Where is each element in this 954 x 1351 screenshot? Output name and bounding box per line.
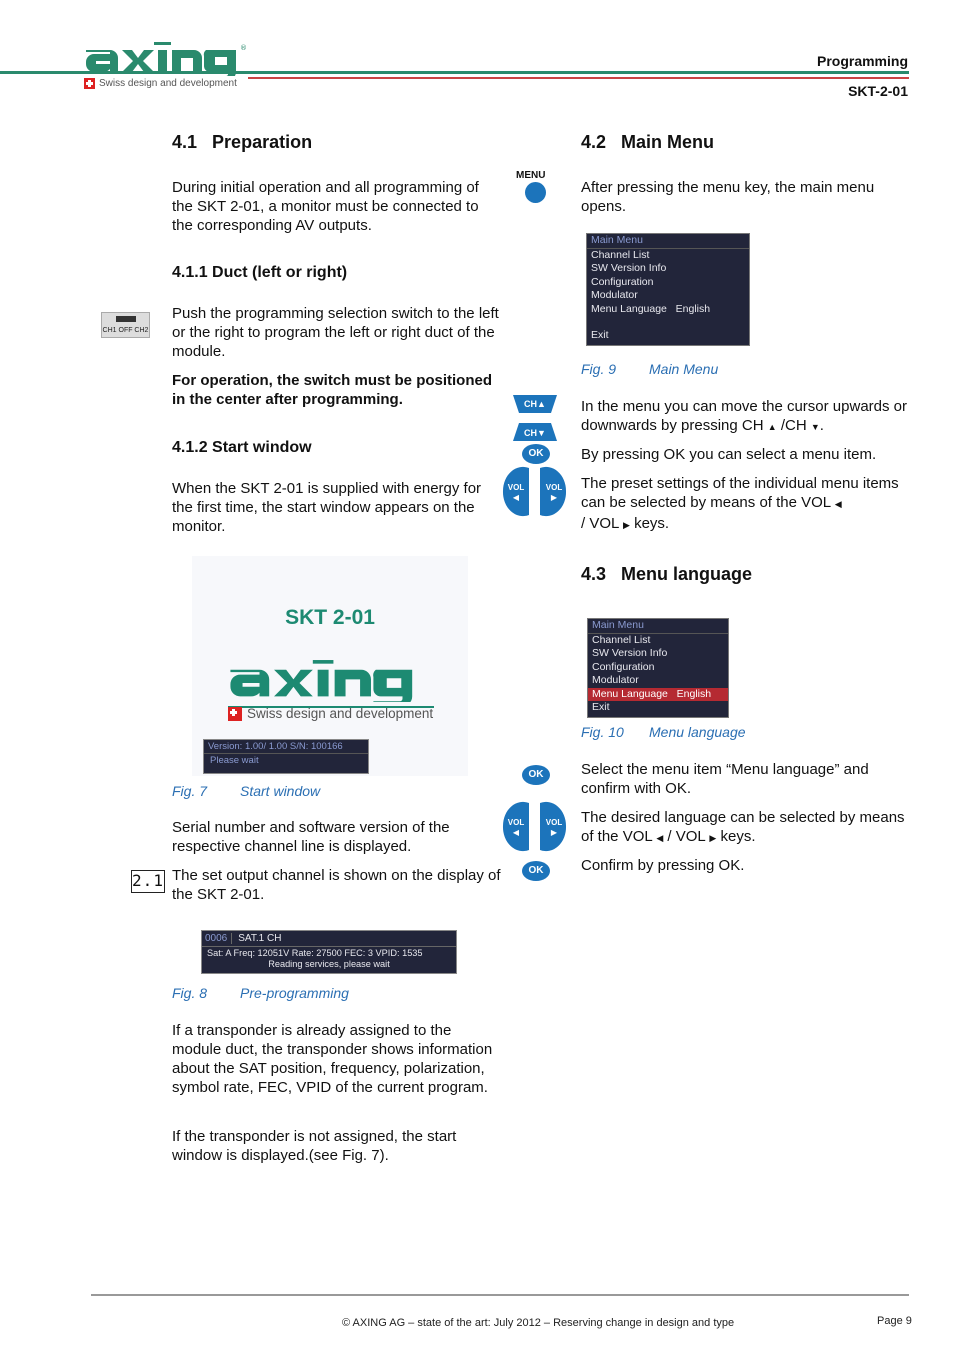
fig9-caption bbox=[581, 361, 718, 377]
vol-right-arrow-icon: ▶ bbox=[550, 493, 558, 502]
duct-switch-image bbox=[101, 312, 150, 338]
switch-slider-icon bbox=[116, 316, 136, 322]
prog-status: Reading services, please wait bbox=[268, 959, 390, 969]
vol-left-label: VOL bbox=[507, 818, 525, 827]
heading-4-1-2: 4.1.2 Start window bbox=[172, 439, 312, 456]
heading-number: 4.2 bbox=[581, 132, 607, 152]
svg-text:®: ® bbox=[240, 44, 247, 52]
heading-4-3 bbox=[581, 564, 752, 585]
start-window-status-box bbox=[203, 739, 369, 774]
menu-item: SW Version Info bbox=[592, 647, 668, 659]
footer-copyright: © AXING AG – state of the art: July 2012 – Reserving change in design and type bbox=[342, 1317, 735, 1329]
menu-key-icon bbox=[525, 182, 546, 203]
fig7-caption bbox=[172, 783, 320, 799]
para-cursor-text-3: . bbox=[819, 417, 824, 434]
vol-left-arrow-icon: ◀ bbox=[656, 833, 664, 843]
vol-keys-icon bbox=[501, 466, 568, 517]
para-duct-note: For operation, the switch must be positioned in the center after programming. bbox=[172, 372, 493, 408]
para-preset-text-2: / VOL bbox=[581, 515, 619, 532]
menu-language-value: English bbox=[676, 687, 712, 700]
ch-down-label: CH▼ bbox=[524, 428, 546, 438]
start-window-title: SKT 2-01 bbox=[285, 606, 375, 629]
ch-up-arrow-icon: ▲ bbox=[767, 422, 777, 432]
menu-item: Configuration bbox=[592, 660, 655, 673]
para-choose-text-1: The desired language can be selected by means of the VOL bbox=[581, 809, 905, 845]
para-start-window: When the SKT 2-01 is supplied with energy for the first time, the start window appears on the monitor. bbox=[172, 480, 482, 535]
vol-right-label: VOL bbox=[545, 483, 563, 492]
vol-left-arrow-icon: ◀ bbox=[512, 493, 520, 502]
para-preparation: During initial operation and all programming of the SKT 2-01, a monitor must be connected to the corresponding AV outputs. bbox=[172, 179, 479, 234]
menu-item: SW Version Info bbox=[591, 262, 667, 274]
start-window-logo bbox=[228, 652, 434, 702]
fig10-caption bbox=[581, 724, 746, 740]
header-model: SKT-2-01 bbox=[848, 83, 908, 99]
menu-language-value: English bbox=[675, 302, 711, 315]
menu-item: Channel List bbox=[591, 248, 650, 261]
menu-title: Main Menu bbox=[588, 619, 728, 634]
fig8-number: Fig. 8 bbox=[172, 985, 208, 1001]
para-select-language: Select the menu item “Menu language” and confirm with OK. bbox=[581, 761, 869, 797]
header-section: Programming bbox=[816, 53, 908, 69]
para-serial: Serial number and software version of the respective channel line is displayed. bbox=[172, 819, 450, 855]
pre-programming-screen bbox=[201, 930, 457, 974]
menu-language-screen bbox=[587, 618, 729, 718]
para-output-channel: The set output channel is shown on the display of the SKT 2-01. bbox=[172, 867, 501, 903]
header-tagline bbox=[84, 78, 237, 89]
vol-right-label: VOL bbox=[545, 818, 563, 827]
fig7-label: Start window bbox=[240, 783, 321, 799]
tagline-text: Swiss design and development bbox=[99, 78, 237, 89]
axing-logo bbox=[84, 36, 254, 76]
header-rule-red bbox=[248, 77, 909, 79]
menu-item: Modulator bbox=[592, 674, 639, 686]
start-window-tagline-text: Swiss design and development bbox=[247, 706, 434, 721]
heading-title: Main Menu bbox=[621, 132, 715, 152]
menu-item-exit: Exit bbox=[591, 329, 609, 341]
menu-item-exit: Exit bbox=[592, 701, 610, 713]
menu-language-label: Menu Language bbox=[591, 302, 667, 315]
prog-channel-number: 0006 bbox=[205, 933, 232, 944]
para-choose-text-2: / VOL bbox=[667, 828, 706, 845]
vol-left-label: VOL bbox=[507, 483, 525, 492]
para-choose-text-3: keys. bbox=[720, 828, 756, 845]
footer-rule bbox=[91, 1294, 909, 1296]
para-cursor bbox=[581, 397, 916, 437]
main-menu-screen bbox=[586, 233, 750, 346]
heading-number: 4.3 bbox=[581, 564, 607, 584]
vol-left-arrow-icon: ◀ bbox=[834, 499, 842, 509]
fig10-number: Fig. 10 bbox=[581, 724, 624, 740]
fig7-number: Fig. 7 bbox=[172, 783, 208, 799]
para-cursor-text-2: /CH bbox=[780, 417, 807, 434]
vol-right-arrow-icon: ▶ bbox=[550, 828, 558, 837]
para-select: By pressing OK you can select a menu item. bbox=[581, 446, 877, 463]
para-preset-text-3: keys. bbox=[634, 515, 670, 532]
heading-4-1-1: 4.1.1 Duct (left or right) bbox=[172, 264, 348, 281]
vol-right-arrow-icon: ▶ bbox=[709, 833, 717, 843]
menu-item: Channel List bbox=[592, 633, 651, 646]
heading-title: Preparation bbox=[212, 132, 313, 152]
para-confirm: Confirm by pressing OK. bbox=[581, 857, 745, 874]
heading-title: Menu language bbox=[621, 564, 753, 584]
fig9-number: Fig. 9 bbox=[581, 361, 617, 377]
prog-channel-name: SAT.1 CH bbox=[238, 933, 282, 944]
menu-item-language-selected bbox=[588, 688, 728, 702]
ok-key-1: OK bbox=[522, 444, 550, 464]
vol-keys-icon-2 bbox=[501, 801, 568, 852]
para-transponder-unassigned: If the transponder is not assigned, the start window is displayed.(see Fig. 7). bbox=[172, 1128, 457, 1164]
fig9-label: Main Menu bbox=[649, 361, 719, 377]
swiss-cross-icon bbox=[228, 707, 242, 721]
para-preset bbox=[581, 474, 911, 535]
heading-4-1 bbox=[172, 132, 312, 153]
para-choose-language bbox=[581, 808, 911, 848]
ch-keys-icon bbox=[509, 393, 561, 443]
switch-label: CH1 OFF CH2 bbox=[102, 327, 149, 334]
menu-item: Configuration bbox=[591, 275, 654, 288]
ok-key-2: OK bbox=[522, 765, 550, 785]
ok-key-3: OK bbox=[522, 861, 550, 881]
start-window-image bbox=[192, 556, 468, 776]
ch-down-arrow-icon: ▼ bbox=[810, 422, 820, 432]
start-window-tagline bbox=[228, 706, 433, 721]
menu-item: Modulator bbox=[591, 289, 638, 301]
menu-key-label: MENU bbox=[516, 170, 546, 181]
vol-right-arrow-icon: ▶ bbox=[622, 520, 630, 530]
menu-language-label: Menu Language bbox=[592, 687, 668, 700]
fig8-caption bbox=[172, 985, 349, 1001]
prog-channel-row bbox=[202, 931, 456, 947]
fig10-label: Menu language bbox=[649, 724, 746, 740]
wait-line: Please wait bbox=[210, 755, 259, 766]
para-preset-text-1: The preset settings of the individual menu items can be selected by means of the VOL bbox=[581, 475, 899, 511]
swiss-cross-icon bbox=[84, 78, 95, 89]
fig8-label: Pre-programming bbox=[240, 985, 349, 1001]
seven-segment-display: 2.1 bbox=[131, 870, 165, 893]
menu-item-language bbox=[587, 303, 749, 317]
heading-number: 4.1 bbox=[172, 132, 198, 152]
para-duct: Push the programming selection switch to the left or the right to program the left or right duct of the module. bbox=[172, 305, 499, 360]
prog-info: Sat: A Freq: 12051V Rate: 27500 FEC: 3 VPID: 1535 bbox=[207, 948, 423, 958]
header-rule-green bbox=[0, 71, 909, 74]
vol-left-arrow-icon: ◀ bbox=[512, 828, 520, 837]
footer-page-number: Page 9 bbox=[877, 1315, 912, 1327]
version-line: Version: 1.00/ 1.00 S/N: 100166 bbox=[204, 740, 368, 754]
para-transponder-assigned: If a transponder is already assigned to the module duct, the transponder shows information about the SAT position, frequency, polarization, symbol rate, FEC, VPID of the current program. bbox=[172, 1022, 493, 1096]
heading-4-2 bbox=[581, 132, 714, 153]
menu-title: Main Menu bbox=[587, 234, 749, 249]
para-cursor-text-1: In the menu you can move the cursor upwards or downwards by pressing CH bbox=[581, 398, 908, 434]
ch-up-label: CH▲ bbox=[524, 399, 546, 409]
para-main-menu: After pressing the menu key, the main menu opens. bbox=[581, 179, 875, 215]
